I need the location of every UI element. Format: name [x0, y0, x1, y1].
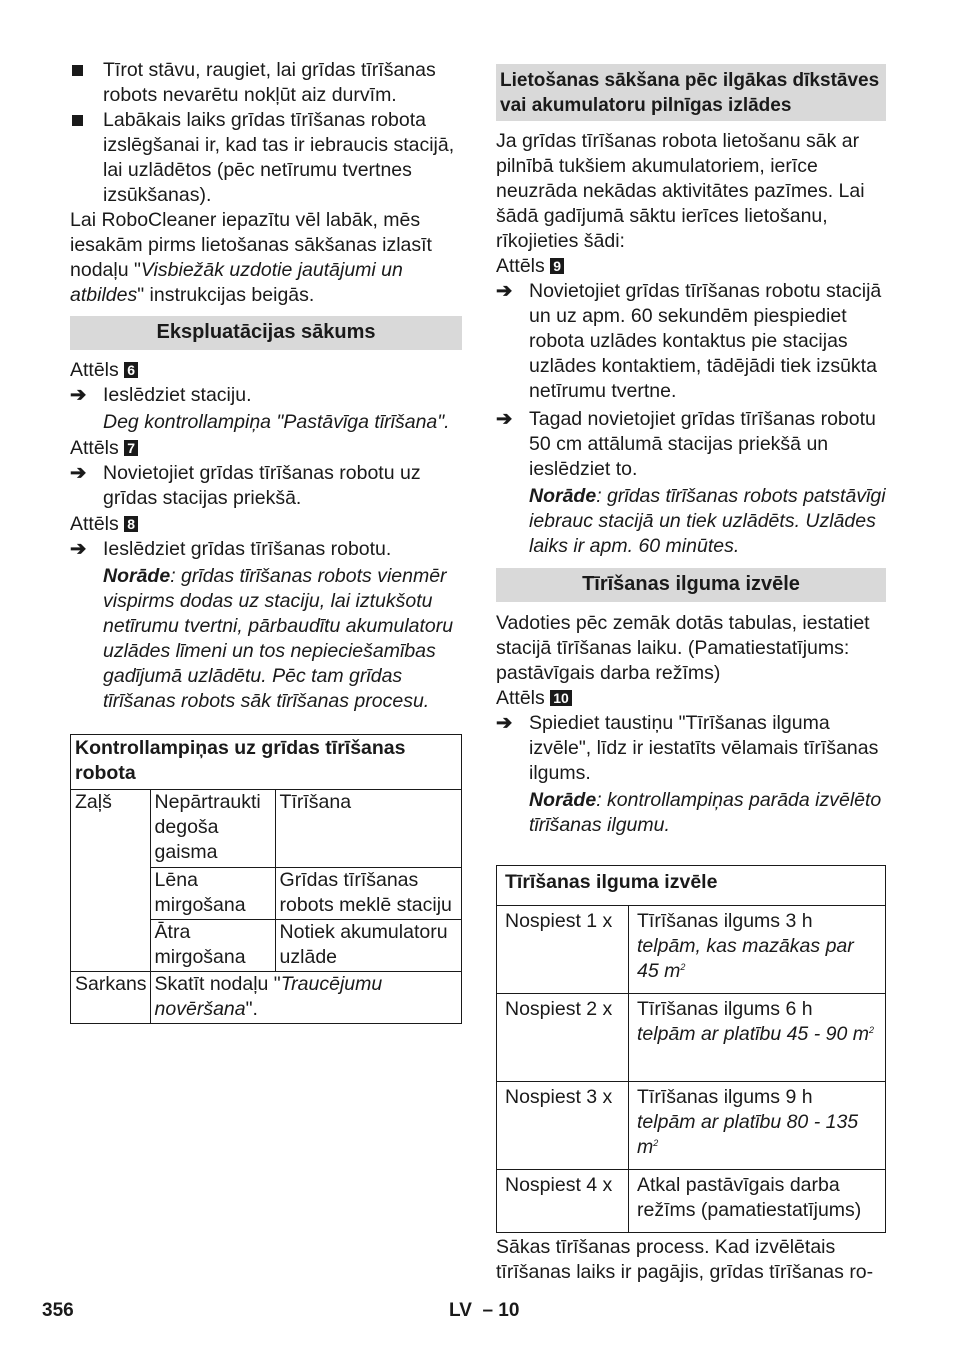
cell-duration — [629, 994, 886, 1082]
section-page-number: 10 — [498, 1300, 520, 1321]
arrow-right-icon: ➔ — [496, 712, 513, 734]
figure-ref-6 — [70, 358, 462, 383]
section-title-duration: Tīrīšanas ilguma izvēle — [496, 568, 886, 602]
note-text: telpām ar platību 80 - 135 m — [637, 1111, 859, 1158]
cell-duration — [629, 1082, 886, 1170]
step-text: Ieslēdziet staciju. — [103, 384, 252, 406]
step-text: Novietojiet grīdas tīrīšanas robotu stacijā un uz apm. 60 sekundēm piespiediet robota uzlādes kontaktus pie stacijas uzlādes kontaktiem, tādējādi tiek izsūkta netīrumu tvertne. — [529, 280, 882, 402]
table-row — [497, 1082, 886, 1170]
note-label: Norāde — [529, 789, 597, 811]
step-place-50cm — [496, 407, 886, 482]
figure-label: Attēls — [496, 687, 545, 709]
superscript: 2 — [653, 1138, 659, 1148]
cell-text: ". — [245, 998, 258, 1020]
arrow-right-icon: ➔ — [70, 384, 87, 406]
result-text: Deg kontrollampiņa "Pastāvīga tīrīšana". — [103, 411, 450, 433]
bullet-item-switch-off: Labākais laiks grīdas tīrīšanas robota izslēgšanai ir, kad tas ir iebraucis stacijā, lai uzlādētos (pēc netīrumu tvertnes izsūkšanas). — [70, 108, 462, 208]
footer-section — [449, 1298, 519, 1323]
cell-state: Ātra mirgošana — [150, 920, 275, 972]
table-row — [497, 994, 886, 1082]
figure-label: Attēls — [70, 437, 119, 459]
arrow-right-icon: ➔ — [70, 462, 87, 484]
step-text: Tagad novietojiet grīdas tīrīšanas robotu 50 cm attālumā stacijas priekšā un ieslēdziet to. — [529, 408, 876, 480]
figure-label: Attēls — [70, 359, 119, 381]
cell-press: Nospiest 3 x — [497, 1082, 629, 1170]
note-text: telpām ar platību 45 - 90 m — [637, 1023, 869, 1045]
duration-value: Tīrīšanas ilgums 6 h — [637, 998, 813, 1020]
step-switch-on-robot — [70, 537, 462, 562]
intro-start: Lai RoboCleaner iepazītu vēl labāk, mēs iesakām pirms lietošanas sākšanas izlasīt nodaļu " — [70, 209, 432, 281]
figure-ref-8 — [70, 512, 462, 537]
table-title: Kontrollampiņas uz grīdas tīrīšanas robota — [71, 735, 462, 790]
left-column — [70, 58, 462, 1024]
note-label: Norāde — [103, 565, 171, 587]
step-switch-on-station — [70, 383, 462, 408]
figure-number-7: 7 — [124, 440, 138, 456]
right-column — [496, 64, 886, 1285]
figure-number-8: 8 — [124, 516, 138, 532]
note-text: : grīdas tīrīšanas robots patstāvīgi iebrauc stacijā un tiek uzlādēts. Uzlādes laiks ir apm. 60 minūtes. — [529, 485, 886, 557]
step-text: Ieslēdziet grīdas tīrīšanas robotu. — [103, 538, 392, 560]
language-code: LV — [449, 1300, 472, 1321]
cell-press: Nospiest 2 x — [497, 994, 629, 1082]
duration-value: Tīrīšanas ilgums 9 h — [637, 1086, 813, 1108]
cell-meaning: Grīdas tīrīšanas robots meklē staciju — [275, 868, 461, 920]
cell-press: Nospiest 4 x — [497, 1170, 629, 1233]
cell-chapter-link: Traucējumu novēršana — [154, 973, 383, 1020]
note-lamps-duration — [496, 788, 886, 838]
step-place-robot — [70, 461, 462, 511]
intro-chapter-link: Visbiežāk uzdotie jautājumi un atbildes — [70, 259, 403, 306]
step-press-duration-button — [496, 711, 886, 786]
duration-note — [637, 935, 854, 982]
table-title: Tīrīšanas ilguma izvēle — [497, 866, 886, 906]
table-row — [71, 972, 462, 1024]
cell-text: Skatīt nodaļu " — [154, 973, 281, 995]
arrow-right-icon: ➔ — [70, 538, 87, 560]
duration-intro: Vadoties pēc zemāk dotās tabulas, iestatiet stacijā tīrīšanas laiku. (Pamatiestatījums: pastāvīgais darba režīms) — [496, 612, 870, 684]
arrow-right-icon: ➔ — [496, 408, 513, 430]
note-text: : grīdas tīrīšanas robots vienmēr vispirms dodas uz staciju, lai iztukšotu netīrumu tvertni, pārbaudītu akumulatoru uzlādes līmeni un tos nepieciešamības gadījumā uzlādētu. Pēc tam grīdas tīrīšanas robots sāk tīrīšanas procesu. — [103, 565, 454, 712]
step-result-lamp — [70, 410, 462, 435]
figure-ref-9 — [496, 254, 886, 279]
figure-number-9: 9 — [550, 258, 564, 274]
cell-state: Lēna mirgošana — [150, 868, 275, 920]
figure-ref-10 — [496, 686, 886, 711]
footer-dash: – — [482, 1300, 494, 1321]
restart-intro: Ja grīdas tīrīšanas robota lietošanu sāk ar pilnībā tukšiem akumulatoriem, ierīce neuzrāda nekādas aktivitātes pazīmes. Lai šādā gadījumā sāktu ierīces lietošanu, rīkojieties šādi: — [496, 130, 865, 252]
section-title-restart: Lietošanas sākšana pēc ilgākas dīkstāves vai akumulatoru pilnīgas izlādes — [496, 64, 886, 121]
figure-label: Attēls — [70, 513, 119, 535]
figure-label: Attēls — [496, 255, 545, 277]
note-text: : kontrollampiņas parāda izvēlēto tīrīšanas ilgumu. — [529, 789, 882, 836]
bullet-item-door: Tīrot stāvu, raugiet, lai grīdas tīrīšanas robots nevarētu nokļūt aiz durvīm. — [70, 58, 462, 108]
page-number: 356 — [42, 1300, 74, 1321]
cell-state: Nepārtraukti degoša gaisma — [150, 790, 275, 868]
step-text: Novietojiet grīdas tīrīšanas robotu uz grīdas stacijas priekšā. — [103, 462, 421, 509]
note-robot-station — [70, 564, 462, 714]
duration-table — [496, 865, 886, 1233]
note-text: telpām, kas mazākas par 45 m — [637, 935, 854, 982]
section-title-operation-start: Ekspluatācijas sākums — [70, 316, 462, 350]
cell-meaning — [150, 972, 461, 1024]
duration-value: Tīrīšanas ilgums 3 h — [637, 910, 813, 932]
duration-note — [637, 1111, 858, 1158]
cell-color-green: Zaļš — [71, 790, 151, 972]
intro-paragraph — [70, 208, 462, 308]
duration-note — [637, 1023, 874, 1045]
figure-number-6: 6 — [124, 362, 138, 378]
table-row — [497, 906, 886, 994]
intro-end: " instrukcijas beigās. — [137, 284, 315, 306]
cell-duration — [629, 906, 886, 994]
step-press-contacts — [496, 279, 886, 404]
note-label: Norāde — [529, 485, 597, 507]
note-self-docking — [496, 484, 886, 559]
cell-duration: Atkal pastāvīgais darba režīms (pamatiestatījums) — [629, 1170, 886, 1233]
indicator-lamps-table — [70, 734, 462, 1024]
cell-meaning: Tīrīšana — [275, 790, 461, 868]
step-text: Spiediet taustiņu "Tīrīšanas ilguma izvēle", līdz ir iestatīts vēlamais tīrīšanas ilgums. — [529, 712, 879, 784]
table-row — [71, 790, 462, 868]
closing-paragraph: Sākas tīrīšanas process. Kad izvēlētais tīrīšanas laiks ir pagājis, grīdas tīrīšanas ro- — [496, 1236, 874, 1283]
table-row — [497, 1170, 886, 1233]
arrow-right-icon: ➔ — [496, 280, 513, 302]
superscript: 2 — [868, 1025, 874, 1035]
figure-number-10: 10 — [550, 690, 572, 706]
cell-press: Nospiest 1 x — [497, 906, 629, 994]
cell-meaning: Notiek akumulatoru uzlāde — [275, 920, 461, 972]
superscript: 2 — [680, 962, 686, 972]
figure-ref-7 — [70, 436, 462, 461]
cell-color-red: Sarkans — [71, 972, 151, 1024]
